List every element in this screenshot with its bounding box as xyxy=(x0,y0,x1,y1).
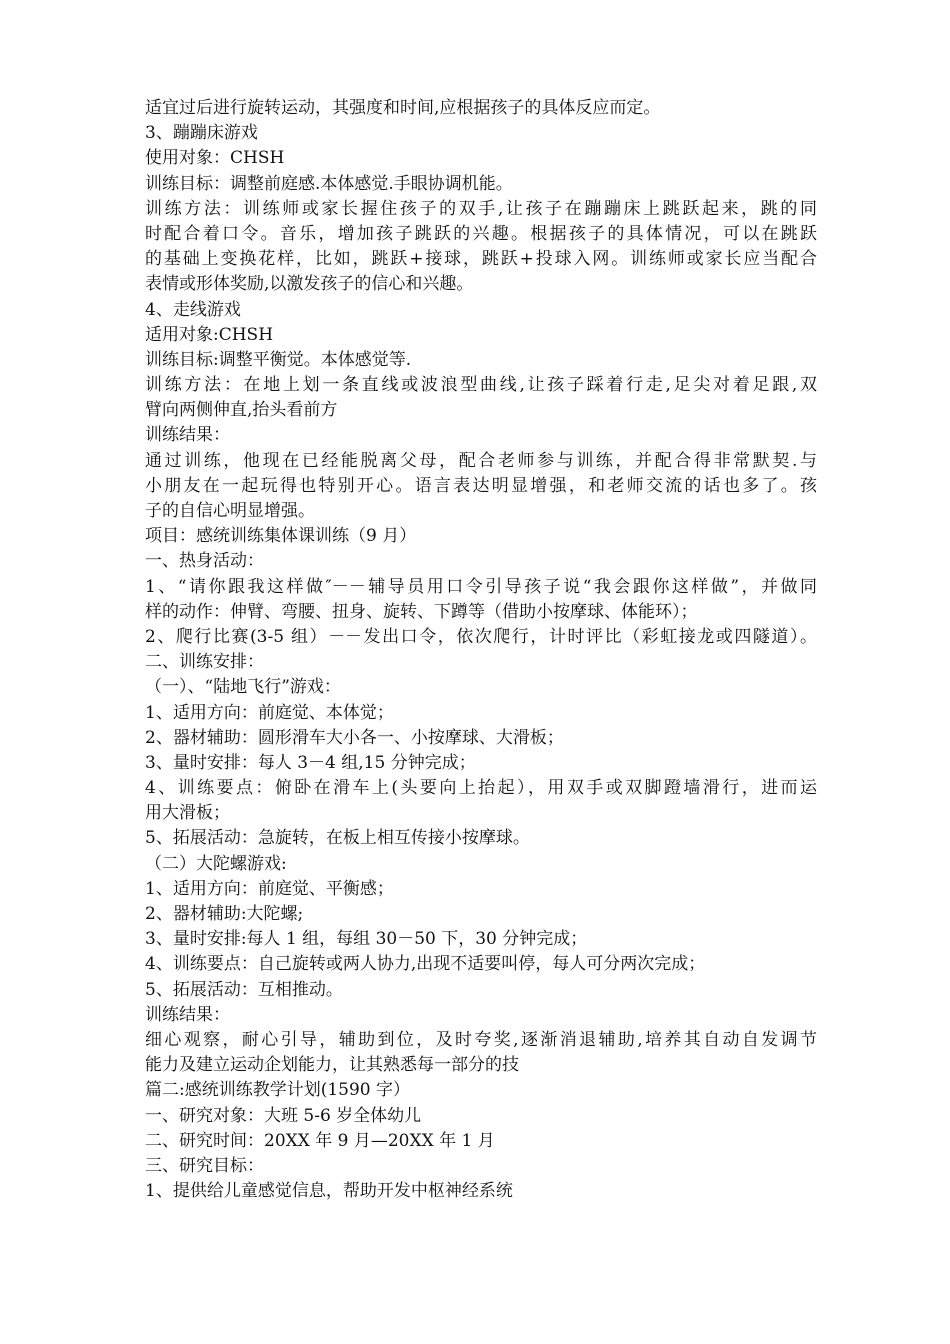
text-line: 训练结果： xyxy=(145,425,230,446)
text-line: 的基础上变换花样，比如，跳跃+接球，跳跃+投球入网。训练师或家长应当配合 xyxy=(145,249,817,270)
text-line: 4、训练要点：俯卧在滑车上(头要向上抬起），用双手或双脚蹬墙滑行，进而运 xyxy=(145,778,817,799)
text-line: 2、器材辅助:大陀螺; xyxy=(145,904,304,924)
text-line: 三、研究目标： xyxy=(145,1155,264,1176)
text-line: 时配合着口令。音乐，增加孩子跳跃的兴趣。根据孩子的具体情况，可以在跳跃 xyxy=(145,223,817,244)
section-heading: 二、训练安排： xyxy=(145,652,264,673)
text-line: 5、拓展活动：互相推动。 xyxy=(145,979,343,1000)
text-line: 适宜过后进行旋转运动，其强度和时间,应根据孩子的具体反应而定。 xyxy=(145,98,661,118)
section-heading: 4、走线游戏 xyxy=(145,299,241,320)
section-heading: 篇二:感统训练教学计划(1590 字） xyxy=(145,1080,411,1101)
text-line: 通过训练，他现在已经能脱离父母，配合老师参与训练，并配合得非常默契.与 xyxy=(145,450,817,471)
text-line: 4、训练要点：自己旋转或两人协力,出现不适要叫停，每人可分两次完成； xyxy=(145,954,706,975)
section-heading: （二）大陀螺游戏: xyxy=(145,853,287,874)
text-line: 使用对象：CHSH xyxy=(145,148,285,169)
text-line: 用大滑板； xyxy=(145,803,230,824)
text-line: 5、拓展活动：急旋转，在板上相互传接小按摩球。 xyxy=(145,828,530,849)
document-body xyxy=(145,96,817,1204)
text-line: 1、适用方向：前庭觉、本体觉； xyxy=(145,702,394,723)
text-line: 二、研究时间：20XX 年 9 月—20XX 年 1 月 xyxy=(145,1130,495,1151)
text-line: 训练方法：训练师或家长握住孩子的双手,让孩子在蹦蹦床上跳跃起来，跳的同 xyxy=(145,198,817,219)
text-line: 适用对象:CHSH xyxy=(145,324,274,345)
text-line: 训练结果： xyxy=(145,1004,230,1025)
text-line: 训练目标：调整前庭感.本体感觉.手眼协调机能。 xyxy=(145,173,513,194)
section-heading: （一）、“陆地飞行”游戏： xyxy=(145,677,341,698)
text-line: 子的自信心明显增强。 xyxy=(145,501,315,521)
section-heading: 项目：感统训练集体课训练（9 月） xyxy=(145,526,417,547)
text-line: 表情或形体奖励,以激发孩子的信心和兴趣。 xyxy=(145,274,474,295)
text-line: 2、爬行比赛(3-5 组）－－发出口令，依次爬行，计时评比（彩虹接龙或四隧道）。 xyxy=(145,626,817,647)
text-line: 1、提供给儿童感觉信息，帮助开发中枢神经系统 xyxy=(145,1181,513,1202)
text-line: 3、量时安排:每人 1 组，每组 30－50 下，30 分钟完成； xyxy=(145,929,588,950)
text-line: 能力及建立运动企划能力，让其熟悉每一部分的技 xyxy=(145,1055,519,1076)
text-line: 1、适用方向：前庭觉、平衡感； xyxy=(145,878,394,899)
text-line: 小朋友在一起玩得也特别开心。语言表达明显增强，和老师交流的话也多了。孩 xyxy=(145,475,817,496)
section-heading: 3、蹦蹦床游戏 xyxy=(145,123,258,144)
text-line: 样的动作：伸臂、弯腰、扭身、旋转、下蹲等（借助小按摩球、体能环）； xyxy=(145,601,698,622)
text-line: 细心观察，耐心引导，辅助到位，及时夸奖,逐渐消退辅助,培养其自动自发调节 xyxy=(145,1029,817,1050)
text-line: 一、研究对象：大班 5-6 岁全体幼儿 xyxy=(145,1105,422,1126)
section-heading: 一、热身活动： xyxy=(145,551,264,572)
text-line: 3、量时安排：每人 3－4 组,15 分钟完成； xyxy=(145,752,476,773)
text-line: 训练目标:调整平衡觉。本体感觉等. xyxy=(145,349,412,370)
text-line: 训练方法：在地上划一条直线或波浪型曲线,让孩子踩着行走,足尖对着足跟,双 xyxy=(145,375,817,396)
text-line: 1、“请你跟我这样做″－－辅导员用口令引导孩子说“我会跟你这样做”，并做同 xyxy=(145,576,817,597)
text-line: 臂向两侧伸直,抬头看前方 xyxy=(145,400,338,421)
text-line: 2、器材辅助：圆形滑车大小各一、小按摩球、大滑板； xyxy=(145,727,564,748)
